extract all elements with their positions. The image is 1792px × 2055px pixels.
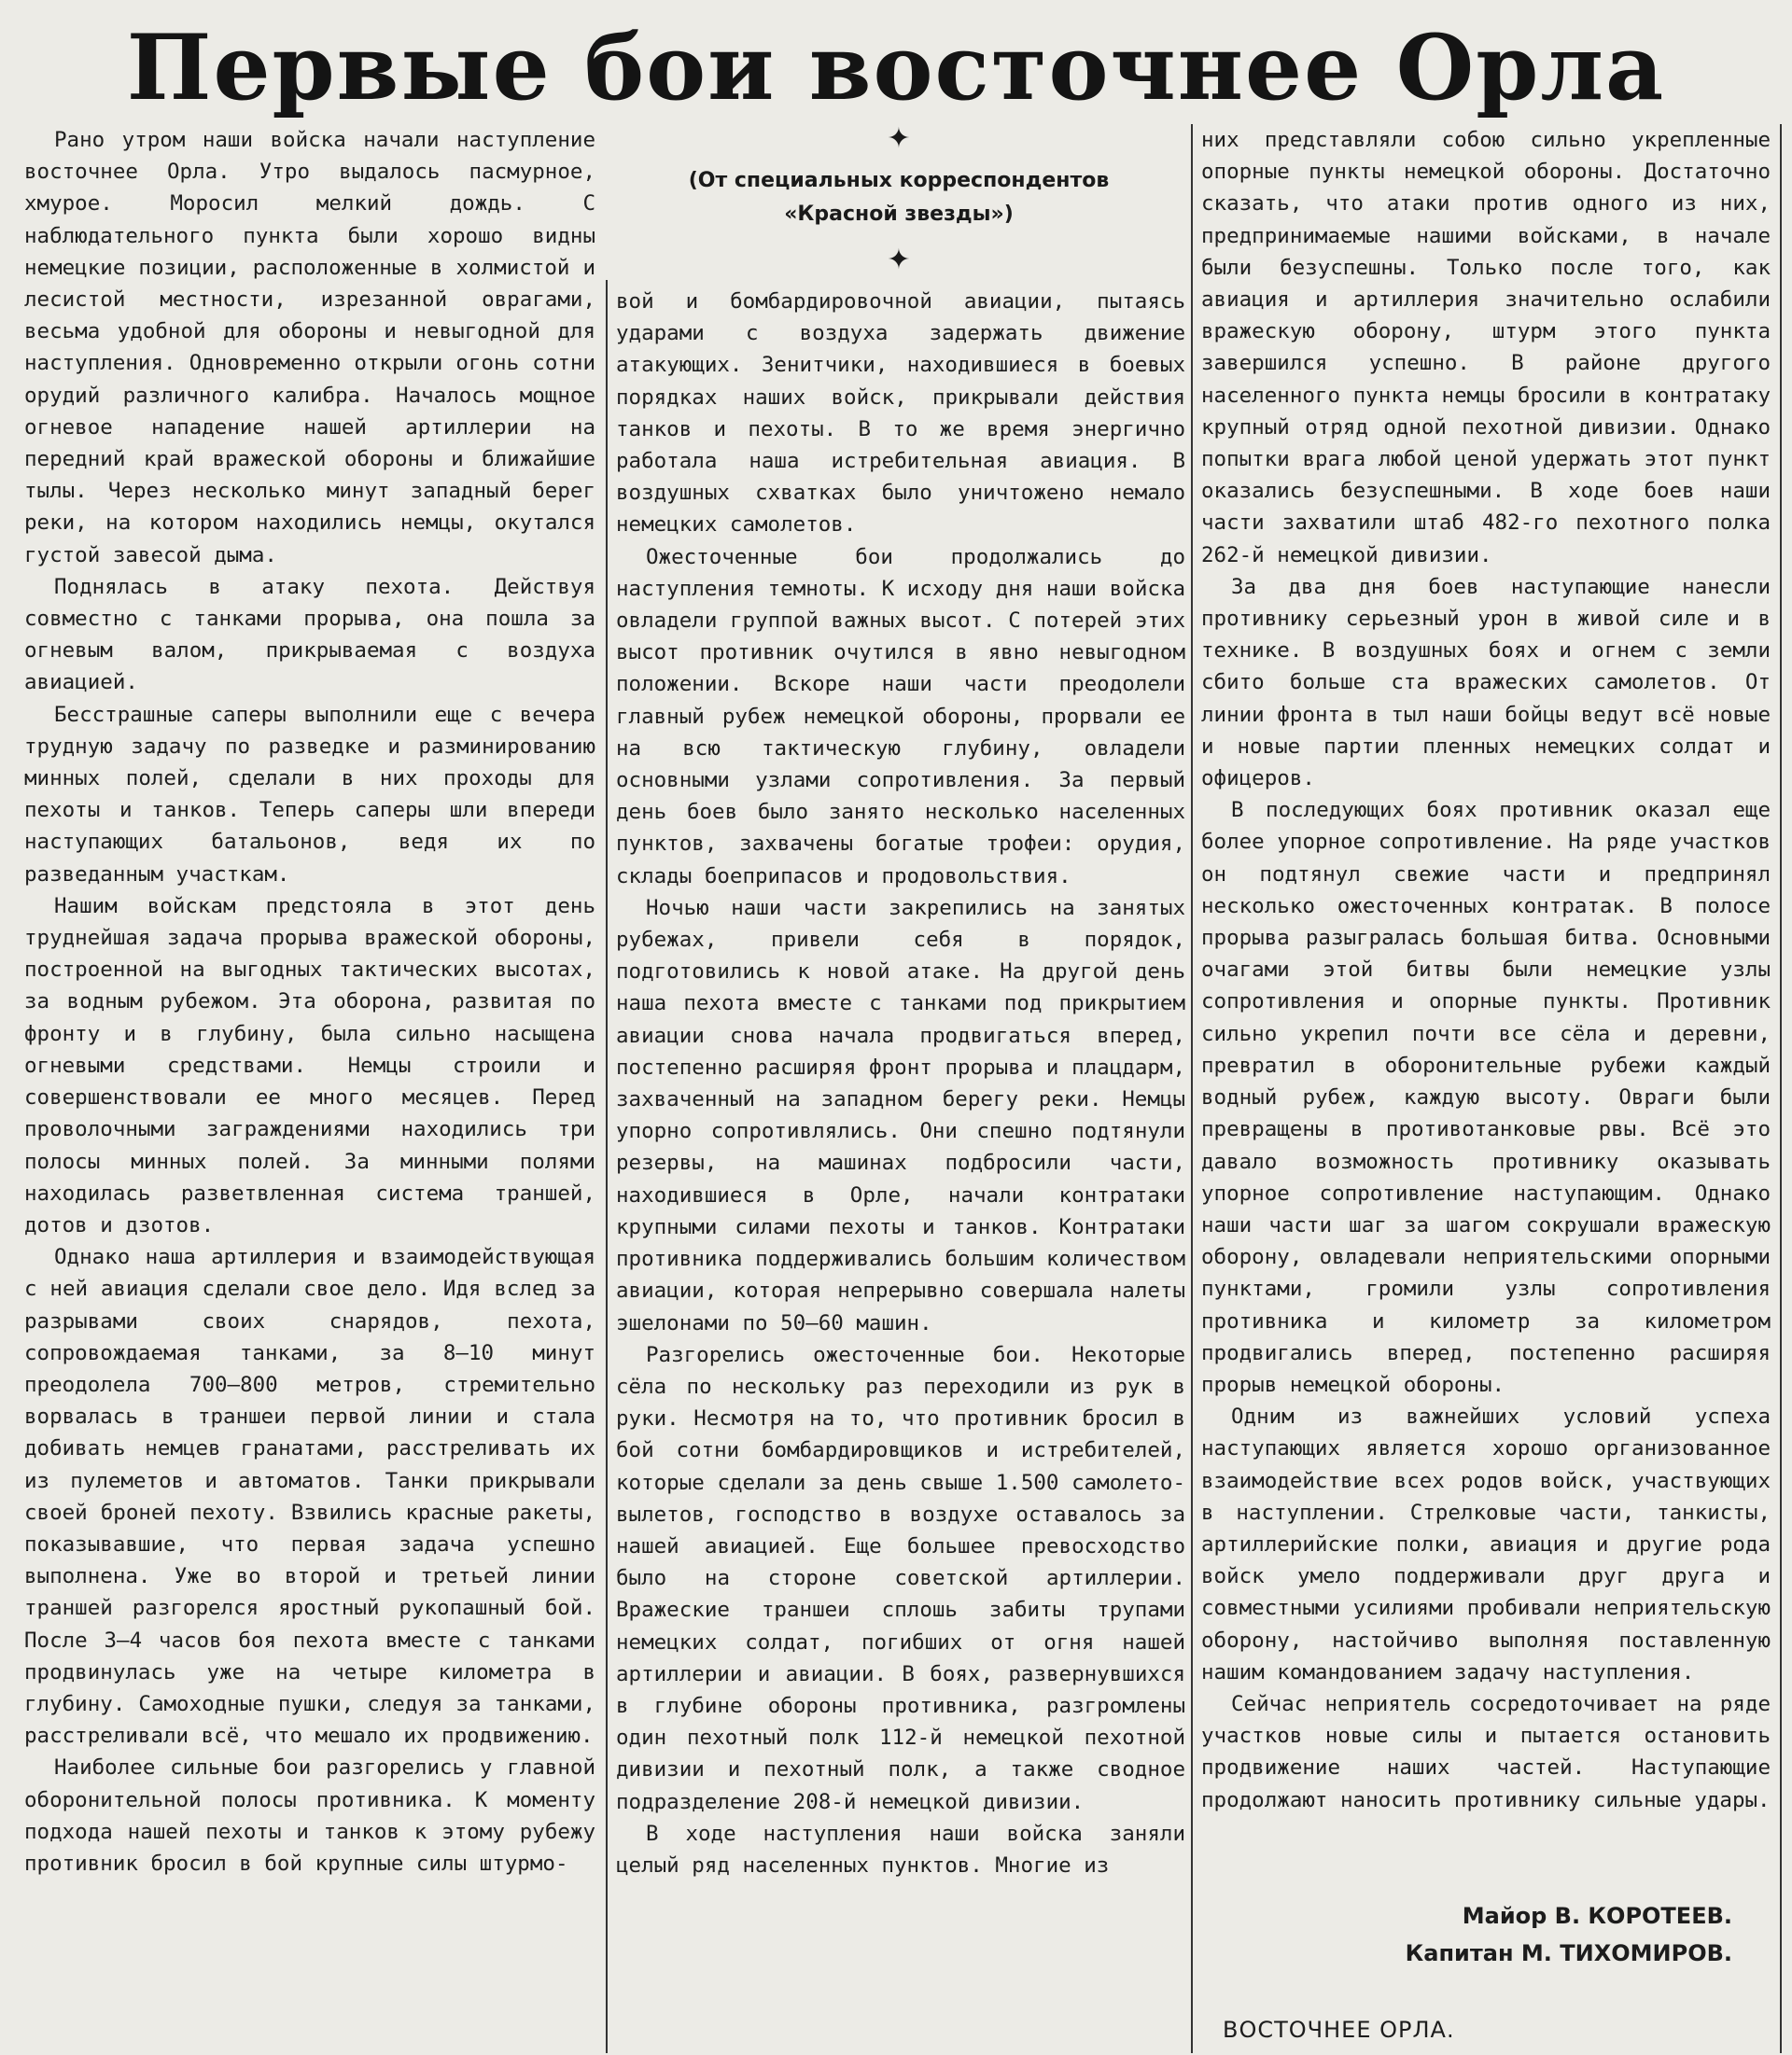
author-signature-2: Капитан М. ТИХОМИРОВ. (1405, 1940, 1732, 1966)
paragraph: Поднялась в атаку пехота. Действуя совместно с танками прорыва, она пошла за огневым валом, прикрываемая с воздуха авиацией. (24, 574, 595, 695)
ornament-top: ✦ (887, 122, 911, 155)
paragraph: В ходе наступления наши войска заняли целый ряд населенных пунктов. Многие из (616, 1821, 1185, 1878)
paragraph: них представляли собою сильно укрепленные опорные пункты немецкой обороны. Достаточно сказать, что атаки против одного из них, предпринимаемые нашими войсками, в начале были безуспешны. Только после того, как авиация и артиллерия значительно ослабили вражескую оборону, штурм этого пункта завершился успешно. В районе другого населенного пункта немцы бросили в контратаку крупный отряд одной пехотной дивизии. Однако попытки врага любой ценой удержать этот пункт оказались безуспешными. В ходе боев наши части захватили штаб 482-го пехотного полка 262-й немецкой дивизии. (1201, 128, 1771, 567)
dateline: ВОСТОЧНЕЕ ОРЛА. (1223, 2017, 1455, 2043)
author-signature-1: Майор В. КОРОТЕЕВ. (1462, 1903, 1732, 1929)
column-divider-1 (606, 280, 608, 2053)
paragraph: Наиболее сильные бои разгорелись у главной оборонительной полосы противника. К моменту подхода нашей пехоты и танков к этому рубежу противник бросил в бой крупные силы штурмо- (24, 1755, 595, 1876)
paragraph: В последующих боях противник оказал еще более упорное сопротивление. На ряде участков он подтянул свежие части и предпринял несколько ожесточенных контратак. В полосе прорыва разыгралась большая битва. Основными очагами этой битвы были немецкие узлы сопротивления и опорные пункты. Противник сильно укрепил почти все сёла и деревни, превратил в оборонительные рубежи каждый водный рубеж, каждую высоту. Овраги были превращены в противотанковые рвы. Всё это давало возможность противнику оказывать упорное сопротивление наступающим. Однако наши части шаг за шагом сокрушали вражескую оборону, овладевали неприятельскими опорными пунктами, громили узлы сопротивления противника и километр за километром продвигались вперед, постепенно расширяя прорыв немецкой обороны. (1201, 798, 1771, 1397)
article-column-2 (616, 286, 1185, 1881)
paragraph: вой и бомбардировочной авиации, пытаясь ударами с воздуха задержать движение атакующих. Зенитчики, находившиеся в боевых порядках наших войск, прикрывали действия танков и пехоты. В то же время энергично работала наша истребительная авиация. В воздушных схватках было уничтожено немало немецких самолетов. (616, 289, 1185, 538)
paragraph: Ночью наши части закрепились на занятых рубежах, привели себя в порядок, подготовились к новой атаке. На другой день наша пехота вместе с танками под прикрытием авиации снова начала продвигаться вперед, постепенно расширяя фронт прорыва и плацдарм, захваченный на западном берегу реки. Немцы упорно сопротивлялись. Они спешно подтянули резервы, на машинах подбросили части, находившиеся в Орле, начали контратаки крупными силами пехоты и танков. Контратаки противника поддерживались большим количеством авиации, которая непрерывно совершала налеты эшелонами по 50—60 машин. (616, 895, 1185, 1335)
article-byline (607, 164, 1191, 231)
paragraph: Рано утром наши войска начали наступление восточнее Орла. Утро выдалось пасмурное, хмурое. Моросил мелкий дождь. С наблюдательного пункта были хорошо видны немецкие позиции, расположенные в холмистой и лесистой местности, изрезанной оврагами, весьма удобной для обороны и невыгодной для наступления. Одновременно открыли огонь сотни орудий различного калибра. Началось мощное огневое нападение нашей артиллерии на передний край вражеской обороны и ближайшие тылы. Через несколько минут западный берег реки, на котором находились немцы, окутался густой завесой дыма. (24, 128, 595, 567)
article-column-1 (24, 124, 595, 1880)
article-headline: Первые бои восточнее Орла (126, 15, 1666, 120)
paragraph: Одним из важнейших условий успеха наступающих является хорошо организованное взаимодействие всех родов войск, участвующих в наступлении. Стрелковые части, танкисты, артиллерийские полки, авиация и другие рода войск умело поддерживали друг друга и совместными усилиями пробивали неприятельскую оборону, настойчиво выполняя поставленную нашим командованием задачу наступления. (1201, 1405, 1771, 1685)
paragraph: Бесстрашные саперы выполнили еще с вечера трудную задачу по разведке и разминированию минных полей, сделали в них проходы для пехоты и танков. Теперь саперы шли впереди наступающих батальонов, ведя их по разведанным участкам. (24, 702, 595, 887)
paragraph: За два дня боев наступающие нанесли противнику серьезный урон в живой силе и в технике. В воздушных боях и огнем с земли сбито больше ста вражеских самолетов. От линии фронта в тыл наши бойцы ведут всё новые и новые партии пленных немецких солдат и офицеров. (1201, 574, 1771, 791)
paragraph: Ожесточенные бои продолжались до наступления темноты. К исходу дня наши войска овладели группой важных высот. С потерей этих высот противник очутился в явно невыгодном положении. Вскоре наши части преодолели главный рубеж немецкой обороны, прорвали ее на всю тактическую глубину, овладели основными узлами сопротивления. За первый день боев было занято несколько населенных пунктов, захвачены богатые трофеи: орудия, склады боеприпасов и продовольствия. (616, 544, 1185, 888)
byline-line-2: «Красной звезды») (784, 203, 1014, 226)
paragraph: Сейчас неприятель сосредоточивает на ряде участков новые силы и пытается остановить продвижение наших частей. Наступающие продолжают наносить противнику сильные удары. (1201, 1691, 1771, 1812)
column-divider-2 (1191, 124, 1193, 2053)
paragraph: Разгорелись ожесточенные бои. Некоторые сёла по нескольку раз переходили из рук в руки. Несмотря на то, что противник бросил в бой сотни бомбардировщиков и истребителей, которые сделали за день свыше 1.500 самолето-вылетов, господство в воздухе оставалось за нашей авиацией. Еще большее превосходство было на стороне советской артиллерии. Вражеские траншеи сплошь забиты трупами немецких солдат, погибших от огня нашей артиллерии и авиации. В боях, развернувшихся в глубине обороны противника, разгромлены один пехотный полк 112-й немецкой пехотной дивизии и пехотный полк, а также сводное подразделение 208-й немецкой дивизии. (616, 1342, 1185, 1814)
ornament-bottom: ✦ (887, 244, 911, 276)
paragraph: Нашим войскам предстояла в этот день труднейшая задача прорыва вражеской обороны, построенной на выгодных тактических высотах, за водным рубежом. Эта оборона, развитая по фронту и в глубину, была сильно насыщена огневыми средствами. Немцы строили и совершенствовали ее много месяцев. Перед проволочными заграждениями находились три полосы минных полей. За минными полями находилась разветвленная система траншей, дотов и дзотов. (24, 893, 595, 1237)
paragraph: Однако наша артиллерия и взаимодействующая с ней авиация сделали свое дело. Идя вслед за разрывами своих снарядов, пехота, сопровождаемая танками, за 8—10 минут преодолела 700—800 метров, стремительно ворвалась в траншеи первой линии и стала добивать немцев гранатами, расстреливать их из пулеметов и автоматов. Танки прикрывали своей броней пехоту. Взвились красные ракеты, показывавшие, что первая задача успешно выполнена. Уже во второй и третьей линии траншей разгорелся яростный рукопашный бой. После 3—4 часов боя пехота вместе с танками продвинулась уже на четыре километра в глубину. Самоходные пушки, следуя за танками, расстреливали всё, что мешало их продвижению. (24, 1245, 595, 1749)
byline-line-1: (От специальных корреспондентов (688, 169, 1110, 192)
article-column-3 (1201, 124, 1771, 1816)
column-divider-right (1780, 124, 1782, 2053)
